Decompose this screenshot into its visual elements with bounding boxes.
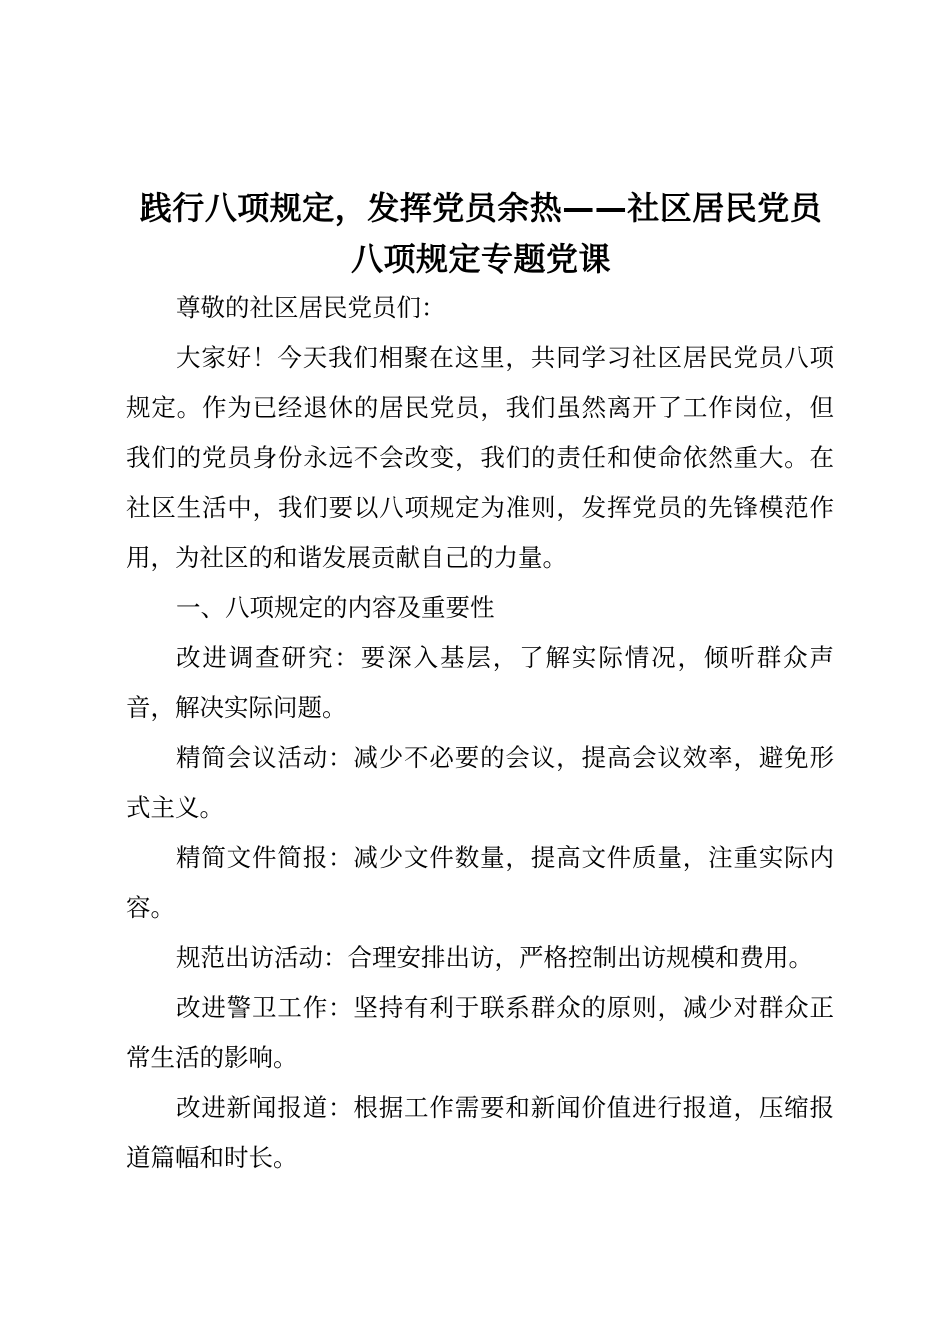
rule-item-security: 改进警卫工作：坚持有利于联系群众的原则，减少对群众正常生活的影响。	[126, 993, 834, 1072]
section-heading: 一、八项规定的内容及重要性	[176, 593, 495, 622]
rule-item-documents: 精简文件简报：减少文件数量，提高文件质量，注重实际内容。	[126, 843, 834, 922]
intro-paragraph: 大家好！今天我们相聚在这里，共同学习社区居民党员八项规定。作为已经退休的居民党员，我们虽然离开了工作岗位，但我们的党员身份永远不会改变，我们的责任和使命依然重大。在社区生活中，我们要以八项规定为准则，发挥党员的先锋模范作用，为社区的和谐发展贡献自己的力量。	[126, 343, 834, 572]
document-body	[126, 283, 834, 1183]
salutation: 尊敬的社区居民党员们：	[176, 293, 446, 322]
rule-item-visits: 规范出访活动：合理安排出访，严格控制出访规模和费用。	[176, 943, 813, 972]
rule-item-meetings: 精简会议活动：减少不必要的会议，提高会议效率，避免形式主义。	[126, 743, 834, 822]
rule-item-news: 改进新闻报道：根据工作需要和新闻价值进行报道，压缩报道篇幅和时长。	[126, 1093, 834, 1172]
rule-item-research: 改进调查研究：要深入基层，了解实际情况，倾听群众声音，解决实际问题。	[126, 643, 834, 722]
document-title: 践行八项规定，发挥党员余热——社区居民党员八项规定专题党课	[139, 189, 823, 278]
